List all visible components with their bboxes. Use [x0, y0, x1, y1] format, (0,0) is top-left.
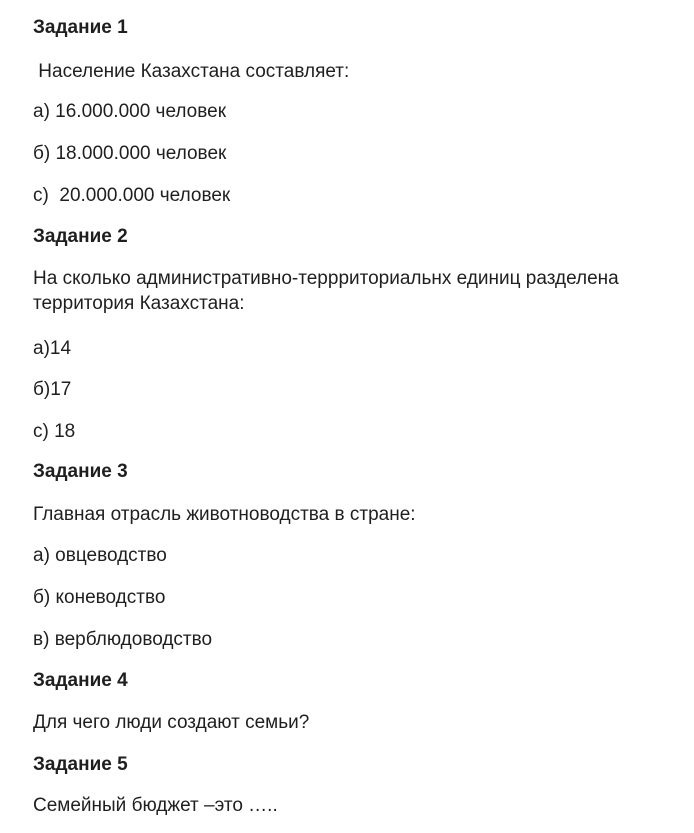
task-3-option-c: в) верблюдоводство: [33, 629, 213, 650]
task-1-option-a: а) 16.000.000 человек: [33, 101, 227, 122]
task-4-title: Задание 4: [33, 670, 128, 691]
task-1-title: Задание 1: [33, 17, 128, 38]
task-3-option-b: б) коневодство: [33, 587, 166, 608]
task-2-question: На сколько административно-террриториальнх единиц разделена территория Казахстана:: [33, 268, 619, 314]
task-2-title: Задание 2: [33, 226, 128, 247]
task-2-option-a: а)14: [33, 338, 72, 359]
task-1-question: Население Казахстана составляет:: [33, 61, 350, 82]
task-4-question: Для чего люди создают семьи?: [33, 712, 310, 733]
task-2-option-c: с) 18: [33, 421, 76, 442]
task-2-option-b: б)17: [33, 379, 72, 400]
task-1-option-b: б) 18.000.000 человек: [33, 143, 227, 164]
task-5-title: Задание 5: [33, 754, 128, 775]
task-5-question: Семейный бюджет –это …..: [33, 795, 278, 816]
task-3-question: Главная отрасль животноводства в стране:: [33, 504, 416, 525]
task-3-title: Задание 3: [33, 461, 128, 482]
task-3-option-a: а) овцеводство: [33, 545, 167, 566]
task-1-option-c: с) 20.000.000 человек: [33, 185, 231, 206]
